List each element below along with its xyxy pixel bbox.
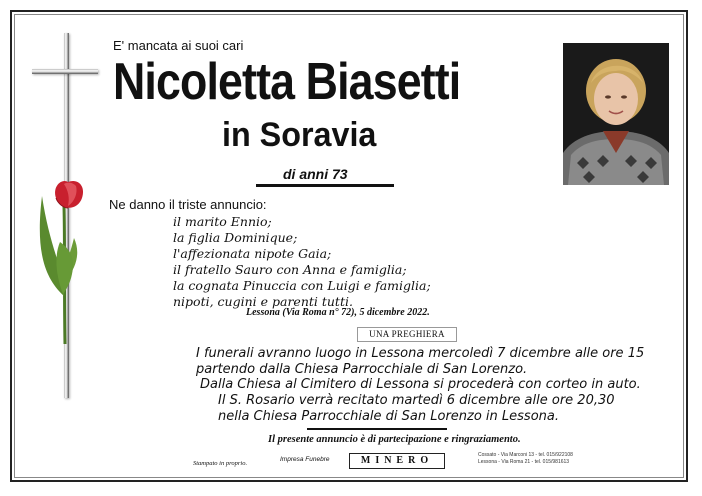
tulip-icon xyxy=(34,176,94,346)
agency-addresses xyxy=(478,452,573,466)
funeral-line: Dalla Chiesa al Cimitero di Lessona si procederà con corteo in auto. xyxy=(200,377,641,392)
funeral-info xyxy=(196,346,644,393)
age-text: di anni 73 xyxy=(283,166,348,182)
family-line: il fratello Sauro con Anna e famiglia; xyxy=(173,262,407,277)
family-line: la figlia Dominique; xyxy=(173,230,298,245)
announce-label: Ne danno il triste annuncio: xyxy=(109,197,267,212)
married-name: in Soravia xyxy=(222,116,377,154)
intro-text: E' mancata ai suoi cari xyxy=(113,38,244,53)
place-date: Lessona (Via Roma n° 72), 5 dicembre 2022. xyxy=(246,307,430,318)
prayer-link[interactable]: UNA PREGHIERA xyxy=(357,327,457,342)
family-list xyxy=(173,214,431,310)
deceased-name: Nicoletta Biasetti xyxy=(113,53,461,111)
portrait-photo xyxy=(563,43,669,185)
family-line: il marito Ennio; xyxy=(173,214,272,229)
family-line: l'affezionata nipote Gaia; xyxy=(173,246,332,261)
rosary-info xyxy=(218,393,615,424)
agency-label: Impresa Funebre xyxy=(280,456,330,463)
printed-note: Stampato in proprio. xyxy=(193,460,248,467)
rosary-line: nella Chiesa Parrocchiale di San Lorenzo in Lessona. xyxy=(218,408,559,424)
rosary-line: Il S. Rosario verrà recitato martedì 6 dicembre alle ore 20,30 xyxy=(218,393,615,408)
funeral-line: partendo dalla Chiesa Parrocchiale di San Lorenzo. xyxy=(196,361,528,377)
divider xyxy=(307,428,447,430)
thanks-text: Il presente annuncio è di partecipazione e ringraziamento. xyxy=(268,434,521,445)
agency-logo: MINERO xyxy=(349,453,445,469)
cross-bar xyxy=(32,69,98,74)
address-line: Cossato - Via Marconi 13 - tel. 015/922108 xyxy=(478,452,573,458)
family-line: nipoti, cugini e parenti tutti. xyxy=(173,294,353,309)
age-underline xyxy=(256,184,394,187)
funeral-line: I funerali avranno luogo in Lessona mercoledì 7 dicembre alle ore 15 xyxy=(196,346,645,361)
address-line: Lessona - Via Roma 21 - tel. 015/981613 xyxy=(478,459,570,465)
family-line: la cognata Pinuccia con Luigi e famiglia; xyxy=(173,278,431,293)
